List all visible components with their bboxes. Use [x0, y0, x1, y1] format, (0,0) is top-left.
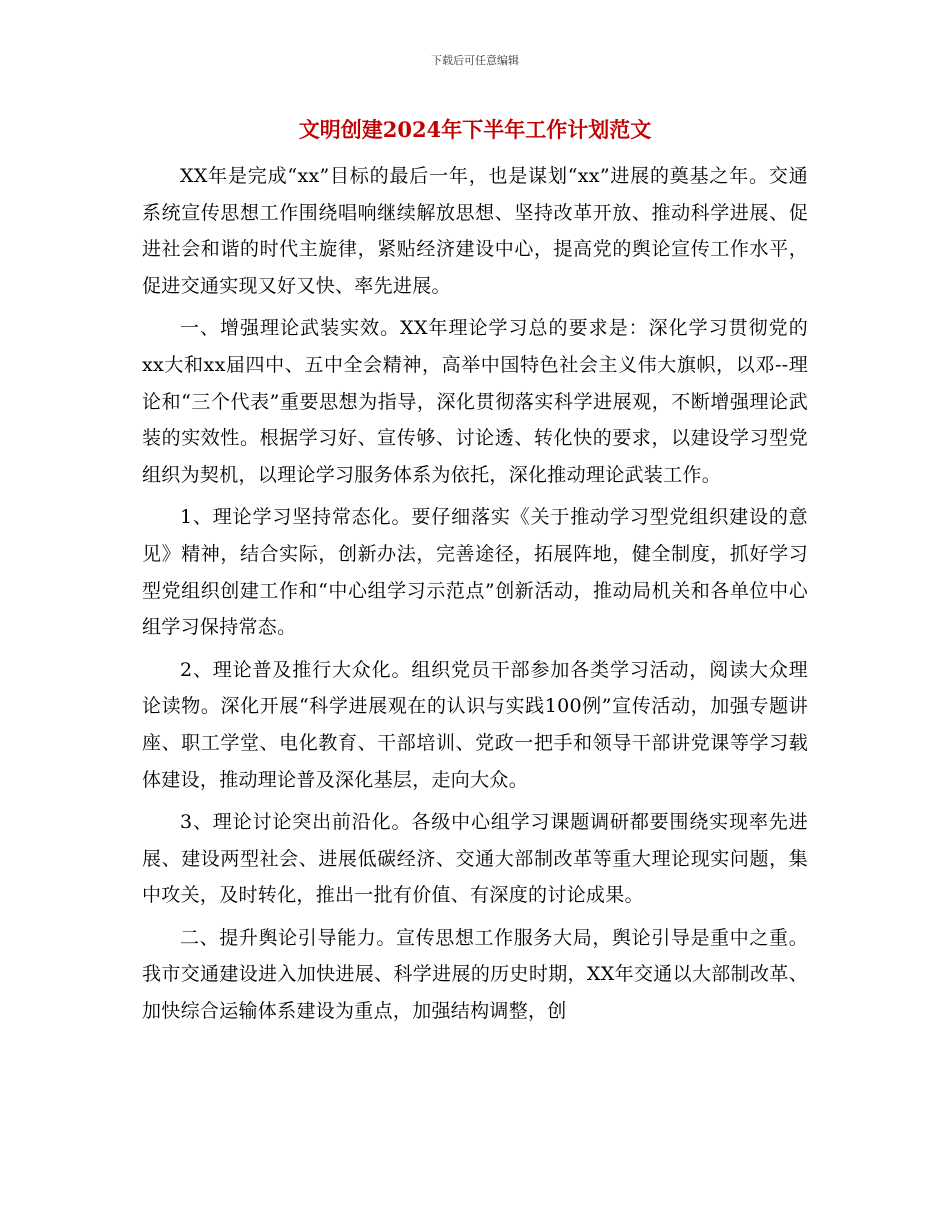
body-paragraph: 3、理论讨论突出前沿化。各级中心组学习课题调研都要围绕实现率先进展、建设两型社会、进展低碳经济、交通大部制改革等重大理论现实问题，集中攻关，及时转化，推出一批有价值、有深度的讨论成果。	[142, 811, 808, 907]
page-header: 下载后可任意编辑	[431, 54, 519, 67]
body-paragraph: XX年是完成“xx”目标的最后一年，也是谋划“xx”进展的奠基之年。交通系统宣传思想工作围绕唱响继续解放思想、坚持改革开放、推动科学进展、促进社会和谐的时代主旋律，紧贴经济建设中心，提高党的舆论宣传工作水平，促进交通实现又好又快、率先进展。	[142, 165, 808, 297]
body-paragraph: 二、提升舆论引导能力。宣传思想工作服务大局，舆论引导是重中之重。我市交通建设进入加快进展、科学进展的历史时期，XX年交通以大部制改革、加快综合运输体系建设为重点，加强结构调整，创	[142, 926, 808, 1023]
document-body	[142, 158, 808, 1036]
body-paragraph: 1、理论学习坚持常态化。要仔细落实《关于推动学习型党组织建设的意见》精神，结合实际，创新办法，完善途径，拓展阵地，健全制度，抓好学习型党组织创建工作和“中心组学习示范点”创新活动，推动局机关和各单位中心组学习保持常态。	[142, 506, 808, 639]
document-title: 文明创建2024年下半年工作计划范文	[298, 117, 652, 142]
body-paragraph: 2、理论普及推行大众化。组织党员干部参加各类学习活动，阅读大众理论读物。深化开展“科学进展观在的认识与实践100例”宣传活动，加强专题讲座、职工学堂、电化教育、干部培训、党政一把手和领导干部讲党课等学习载体建设，推动理论普及深化基层，走向大众。	[142, 658, 808, 791]
body-paragraph: 一、增强理论武装实效。XX年理论学习总的要求是：深化学习贯彻党的xx大和xx届四中、五中全会精神，高举中国特色社会主义伟大旗帜，以邓--理论和“三个代表”重要思想为指导，深化贯彻落实科学进展观，不断增强理论武装的实效性。根据学习好、宣传够、讨论透、转化快的要求，以建设学习型党组织为契机，以理论学习服务体系为依托，深化推动理论武装工作。	[142, 317, 808, 486]
